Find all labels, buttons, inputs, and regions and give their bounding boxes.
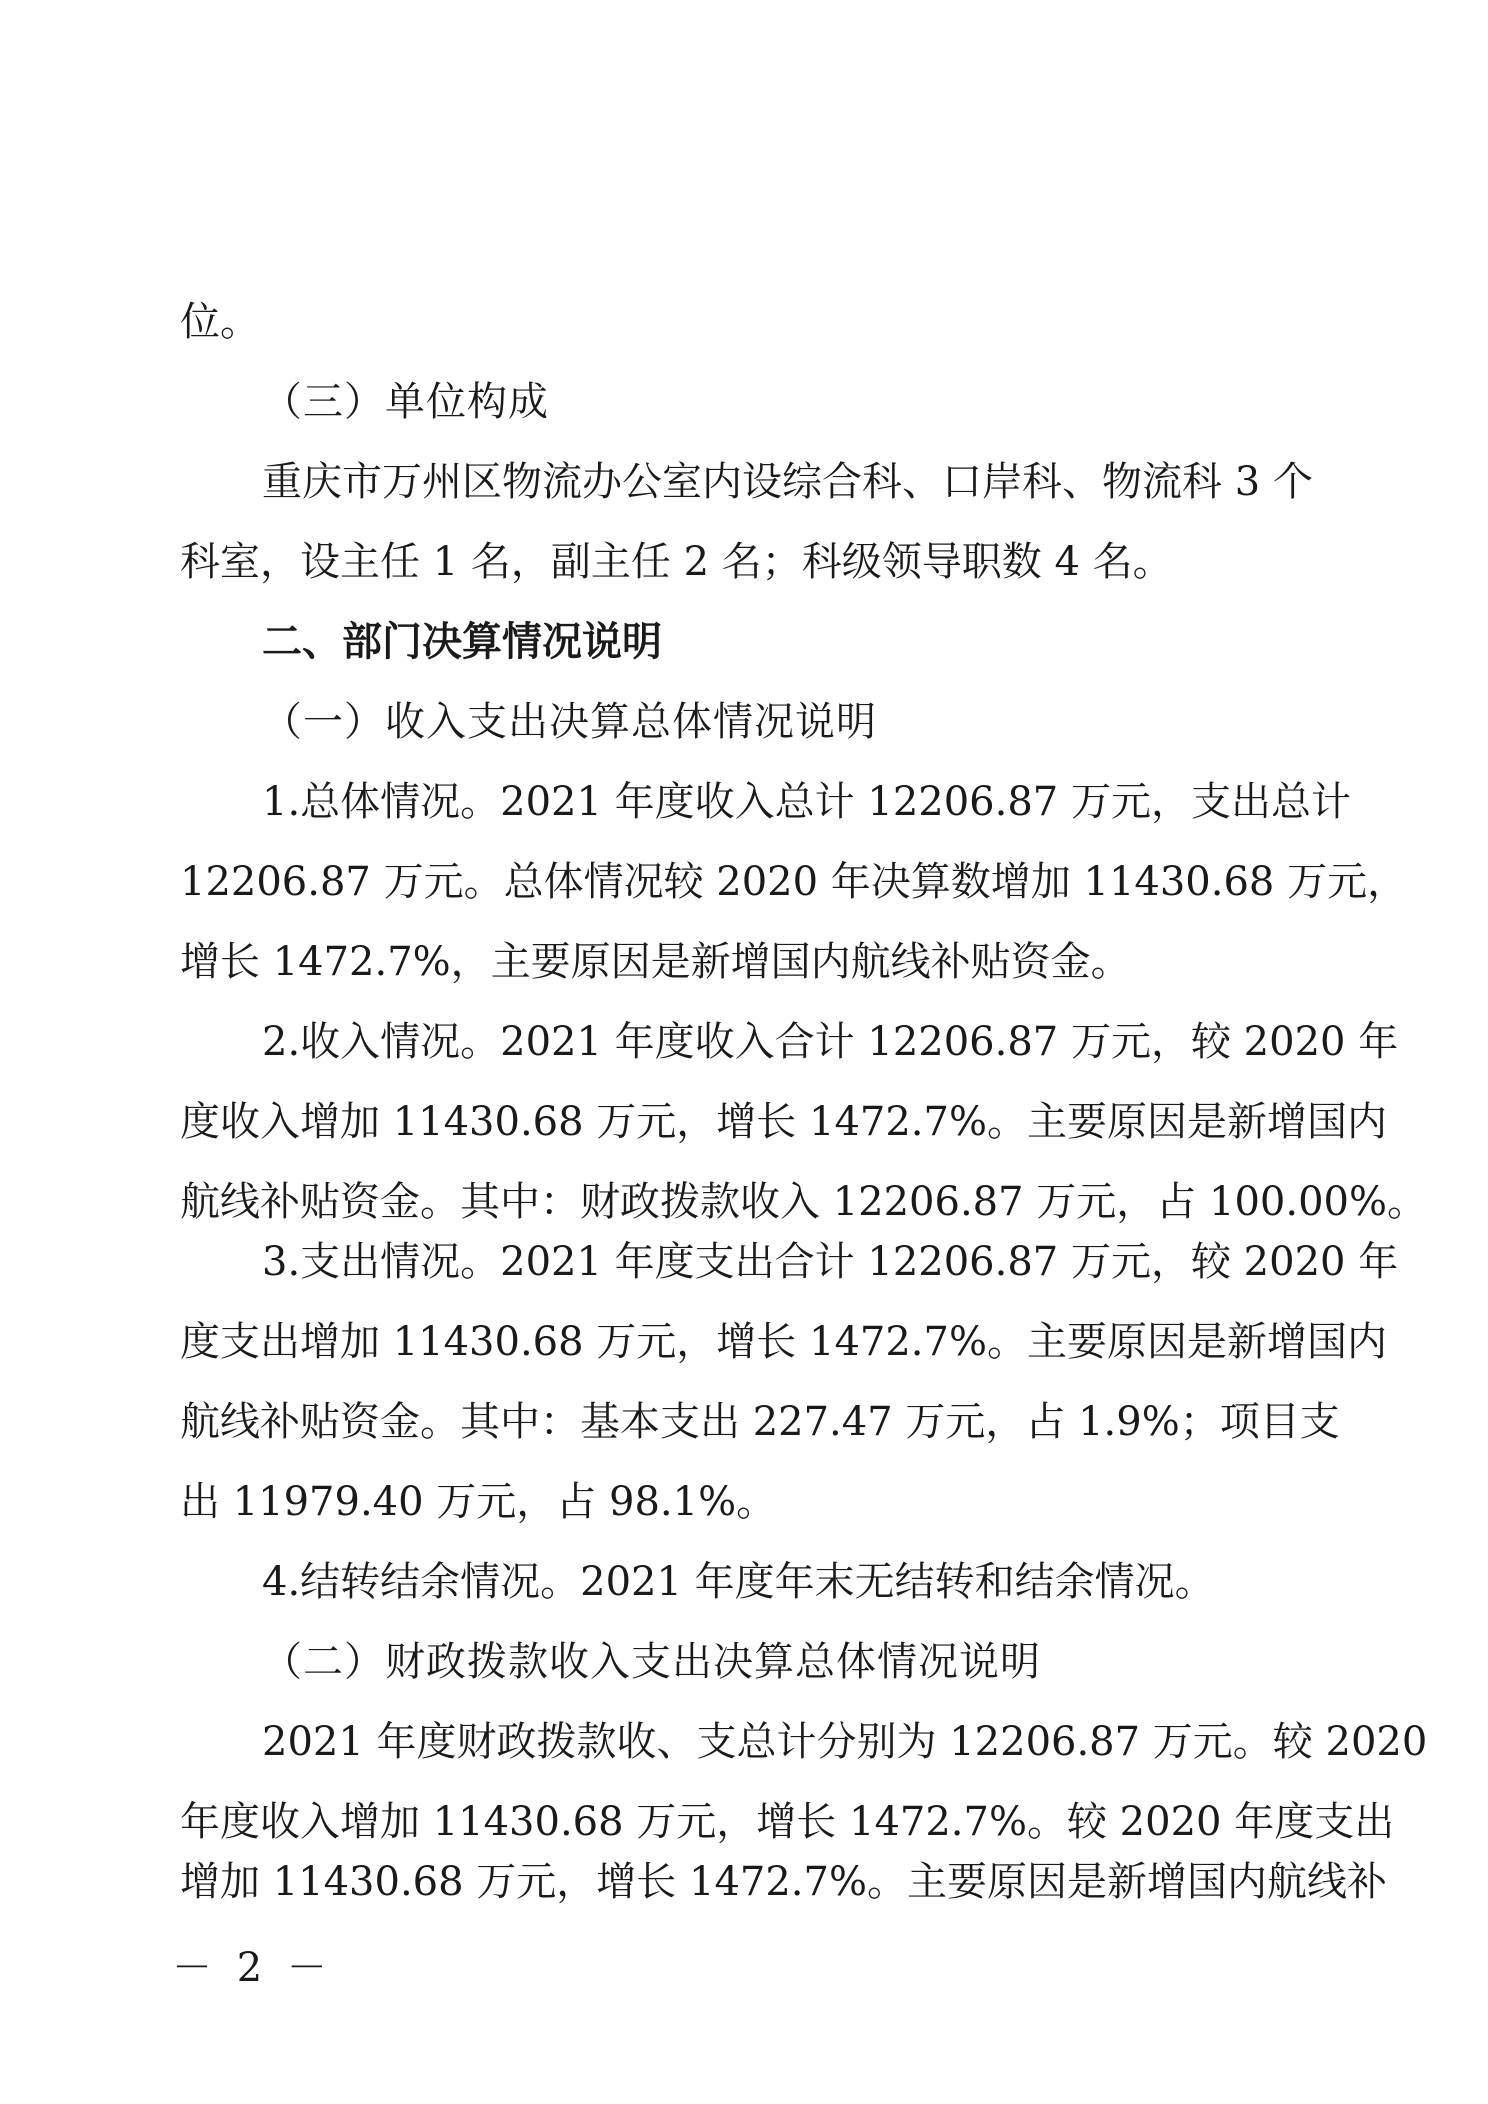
- paragraph-line: [0, 1382, 1488, 1462]
- text-line: 位。: [180, 299, 260, 345]
- subsection-title: （一）收入支出决算总体情况说明: [262, 699, 877, 745]
- text-line: 出 11979.40 万元，占 98.1%。: [180, 1479, 777, 1525]
- paragraph-line: [0, 282, 1488, 362]
- section-heading: [0, 362, 1488, 442]
- paragraph-line: [0, 1842, 1488, 1922]
- text-line: 航线补贴资金。其中：财政拨款收入 12206.87 万元，占 100.00%。: [180, 1179, 1427, 1225]
- section-heading: [0, 602, 1488, 682]
- section-title: 二、部门决算情况说明: [262, 619, 662, 665]
- text-line: 3.支出情况。2021 年度支出合计 12206.87 万元，较 2020 年: [262, 1239, 1399, 1285]
- text-line: 年度收入增加 11430.68 万元，增长 1472.7%。较 2020 年度支出: [180, 1799, 1395, 1845]
- text-line: 重庆市万州区物流办公室内设综合科、口岸科、物流科 3 个: [262, 459, 1313, 505]
- text-line: 1.总体情况。2021 年度收入总计 12206.87 万元，支出总计: [262, 779, 1351, 825]
- section-heading: [0, 1622, 1488, 1702]
- text-line: 度支出增加 11430.68 万元，增长 1472.7%。主要原因是新增国内: [180, 1319, 1387, 1365]
- section-heading: [0, 682, 1488, 762]
- page-number: － 2 －: [172, 1945, 333, 1991]
- text-line: 度收入增加 11430.68 万元，增长 1472.7%。主要原因是新增国内: [180, 1099, 1387, 1145]
- paragraph-line: [0, 522, 1488, 602]
- paragraph-line: [0, 922, 1488, 1002]
- text-line: 科室，设主任 1 名，副主任 2 名；科级领导职数 4 名。: [180, 539, 1173, 585]
- paragraph-line: [0, 1082, 1488, 1162]
- text-line: 增加 11430.68 万元，增长 1472.7%。主要原因是新增国内航线补: [180, 1859, 1387, 1905]
- text-line: 12206.87 万元。总体情况较 2020 年决算数增加 11430.68 万元，: [180, 859, 1408, 905]
- paragraph-line: [0, 1702, 1488, 1782]
- paragraph-line: [0, 1002, 1488, 1082]
- paragraph-line: [0, 1222, 1488, 1302]
- text-line: 2.收入情况。2021 年度收入合计 12206.87 万元，较 2020 年: [262, 1019, 1399, 1065]
- text-line: 2021 年度财政拨款收、支总计分别为 12206.87 万元。较 2020: [262, 1719, 1428, 1765]
- paragraph-line: [0, 1462, 1488, 1542]
- text-line: 增长 1472.7%，主要原因是新增国内航线补贴资金。: [180, 939, 1131, 985]
- paragraph-line: [0, 1542, 1488, 1622]
- paragraph-line: [0, 842, 1488, 922]
- subsection-title: （三）单位构成: [262, 379, 549, 425]
- text-line: 航线补贴资金。其中：基本支出 227.47 万元，占 1.9%；项目支: [180, 1399, 1340, 1445]
- paragraph-line: [0, 1302, 1488, 1382]
- subsection-title: （二）财政拨款收入支出决算总体情况说明: [262, 1639, 1041, 1685]
- text-line: 4.结转结余情况。2021 年度年末无结转和结余情况。: [262, 1559, 1215, 1605]
- paragraph-line: [0, 442, 1488, 522]
- paragraph-line: [0, 762, 1488, 842]
